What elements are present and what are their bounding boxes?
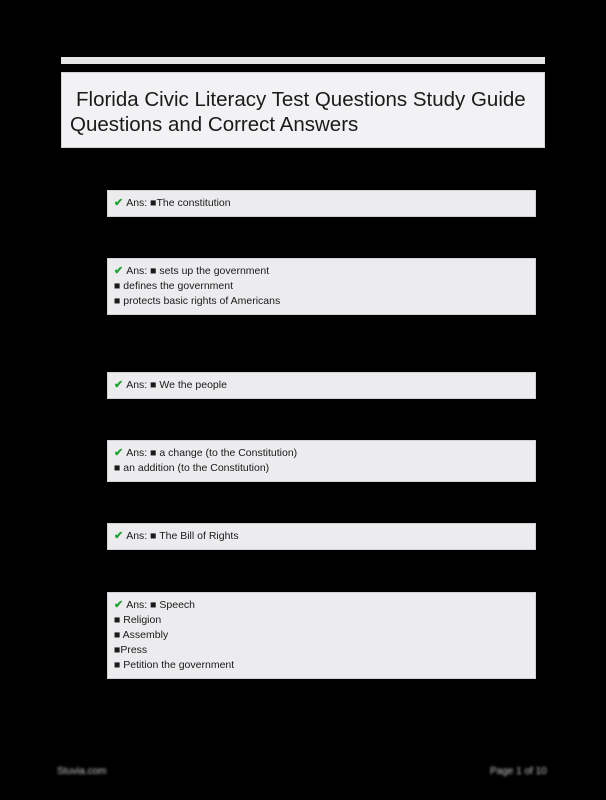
answer-line: ■ an addition (to the Constitution): [114, 462, 270, 474]
answer-line: ✔ Ans: ■ sets up the government: [114, 265, 270, 277]
check-icon: ✔: [114, 530, 124, 542]
answer-line: ✔ Ans: ■ We the people: [114, 379, 227, 391]
footer-page-number: Page 1 of 10: [490, 766, 547, 777]
footer-site-label: Stuvia.com: [57, 766, 107, 777]
answer-box: [107, 523, 536, 550]
check-icon: ✔: [114, 197, 124, 209]
check-icon: ✔: [114, 599, 124, 611]
check-icon: ✔: [114, 265, 124, 277]
answer-line: ■ Petition the government: [114, 659, 235, 671]
answer-line: ✔ Ans: ■ a change (to the Constitution): [114, 447, 298, 459]
answer-line: ■Press: [114, 644, 148, 656]
answer-line: ✔ Ans: ■The constitution: [114, 197, 231, 209]
check-icon: ✔: [114, 379, 124, 391]
document-subtitle: Questions and Correct Answers: [70, 113, 359, 136]
title-box: [61, 72, 545, 148]
answer-line: ✔ Ans: ■ Speech: [114, 599, 196, 611]
answer-box: [107, 190, 536, 217]
answer-line: ✔ Ans: ■ The Bill of Rights: [114, 530, 239, 542]
answer-box: [107, 440, 536, 482]
answer-box: [107, 258, 536, 315]
answer-line: ■ Religion: [114, 614, 162, 626]
answer-line: ■ Assembly: [114, 629, 169, 641]
top-divider: [61, 57, 545, 64]
document-title: Florida Civic Literacy Test Questions Study Guide: [76, 88, 526, 111]
check-icon: ✔: [114, 447, 124, 459]
answer-line: ■ defines the government: [114, 280, 233, 292]
answer-box: [107, 372, 536, 399]
answer-box: [107, 592, 536, 679]
answer-line: ■ protects basic rights of Americans: [114, 295, 281, 307]
